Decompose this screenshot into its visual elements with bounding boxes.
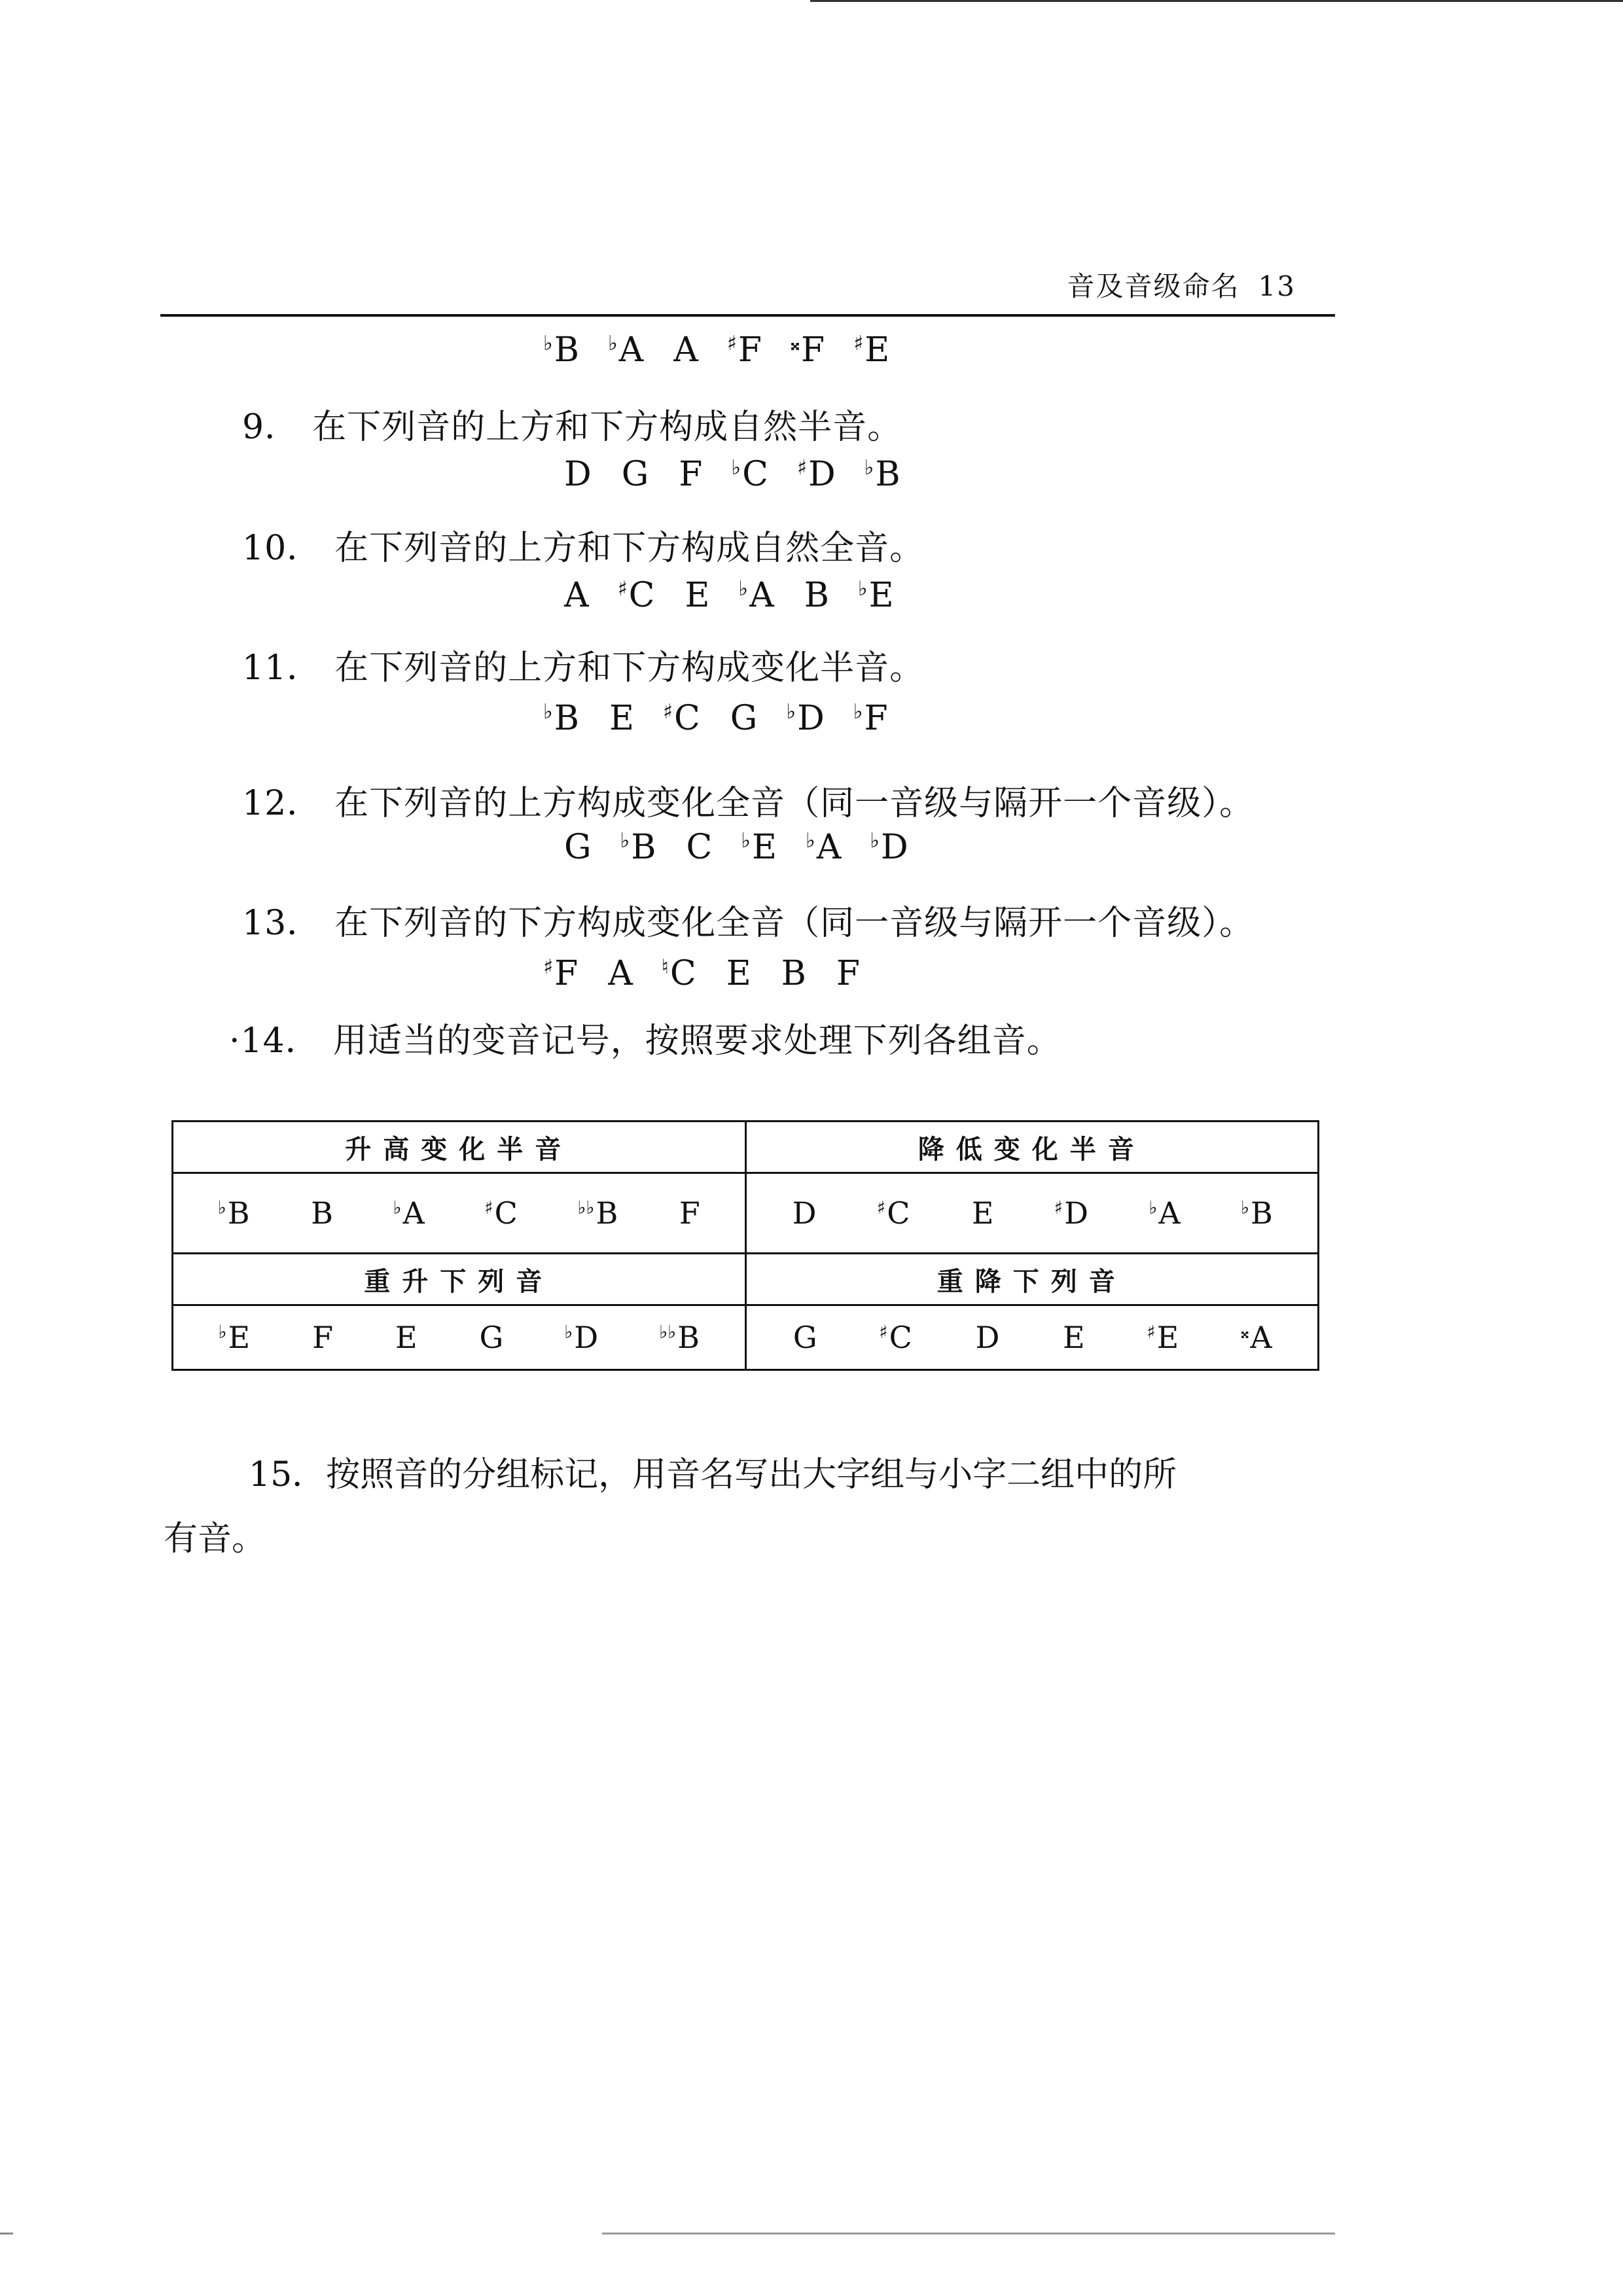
note: ♯F	[543, 954, 579, 993]
note: E	[685, 576, 710, 615]
table-header-row	[173, 1254, 1319, 1305]
note: G	[730, 699, 758, 738]
note: E	[971, 1195, 994, 1231]
scan-top-rule	[810, 0, 1623, 2]
note: ♯F	[726, 330, 762, 370]
table-row	[173, 1173, 1319, 1254]
note: ♭A	[607, 330, 644, 370]
question-text-line2: 有音。	[164, 1519, 266, 1559]
note: F	[679, 455, 703, 494]
raise-half-cell	[173, 1173, 746, 1254]
question-number: 13．	[242, 904, 322, 943]
note: E	[726, 954, 751, 993]
note: ♯E	[1147, 1320, 1179, 1355]
note: B	[311, 1195, 333, 1231]
note: ♭A	[738, 576, 774, 615]
exercise-table	[171, 1120, 1319, 1371]
header-double-lower: 重降下列音	[745, 1254, 1319, 1305]
note: ♭E	[218, 1320, 251, 1355]
question-11	[242, 640, 924, 689]
note: ♭C	[731, 455, 768, 494]
header-rule	[160, 314, 1335, 317]
question-number: 9．	[242, 408, 300, 447]
note: G	[564, 828, 592, 867]
note: 𝄪F	[790, 330, 825, 370]
note: ♭B	[620, 828, 656, 867]
note: D	[792, 1195, 817, 1231]
note: E	[1063, 1320, 1085, 1355]
header-double-raise: 重升下列音	[173, 1254, 746, 1305]
double-lower-cell	[745, 1305, 1319, 1370]
note: F	[836, 954, 860, 993]
table-row	[173, 1305, 1319, 1370]
note: ♭E	[741, 828, 777, 867]
note: ♭D	[564, 1320, 599, 1355]
note: ♯E	[853, 330, 890, 370]
double-raise-cell	[173, 1305, 746, 1370]
note: E	[609, 699, 634, 738]
table-header-row	[173, 1122, 1319, 1173]
carry-notes	[543, 330, 889, 370]
note: G	[793, 1320, 817, 1355]
question-12-notes	[563, 828, 908, 867]
question-number: 15．	[249, 1455, 327, 1494]
scan-noise-dot	[0, 2233, 13, 2234]
note: ♯D	[796, 455, 836, 494]
note: ♭D	[786, 699, 825, 738]
note: ♭B	[217, 1195, 250, 1231]
note: ♯C	[876, 1195, 910, 1231]
note: ♯C	[879, 1320, 912, 1355]
question-10	[242, 520, 924, 569]
question-text: 在下列音的上方和下方构成变化半音。	[334, 648, 925, 688]
question-13	[242, 895, 1254, 944]
question-11-notes	[543, 699, 888, 738]
note: B	[781, 954, 806, 993]
note: A	[673, 330, 698, 370]
note: ♭A	[393, 1195, 425, 1231]
note: 𝄪A	[1240, 1320, 1272, 1355]
note: ♭B	[543, 330, 579, 370]
note: ♭B	[543, 699, 579, 738]
question-number: 10．	[242, 529, 322, 568]
question-text: 在下列音的上方构成变化全音（同一音级与隔开一个音级）。	[334, 784, 1255, 823]
note: A	[564, 576, 589, 615]
question-text: 在下列音的上方和下方构成自然全音。	[334, 529, 925, 568]
question-14	[229, 1013, 1061, 1062]
note: D	[975, 1320, 1000, 1355]
note: ♭B	[1240, 1195, 1273, 1231]
note: G	[621, 455, 649, 494]
question-text: 用适当的变音记号，按照要求处理下列各组音。	[332, 1021, 1061, 1061]
question-9-notes	[563, 455, 901, 494]
note: ♯C	[662, 699, 700, 738]
question-12	[242, 775, 1254, 824]
note: F	[312, 1320, 333, 1355]
header-lower-half: 降低变化半音	[745, 1122, 1319, 1173]
lower-half-cell	[745, 1173, 1319, 1254]
note: ♭F	[853, 699, 888, 738]
running-header	[1067, 265, 1296, 304]
note: C	[686, 828, 713, 867]
chapter-title: 音及音级命名	[1067, 270, 1240, 302]
note: ♭E	[857, 576, 894, 615]
note: A	[608, 954, 633, 993]
question-text: 在下列音的下方构成变化全音（同一音级与隔开一个音级）。	[334, 904, 1255, 943]
note: ♭D	[870, 828, 908, 867]
note: ♭A	[805, 828, 842, 867]
note: B	[804, 576, 829, 615]
note: ♯D	[1054, 1195, 1088, 1231]
question-9	[242, 399, 902, 448]
note: ♯C	[617, 576, 655, 615]
question-number: 11．	[242, 648, 322, 688]
note: ♭♭B	[577, 1195, 618, 1231]
note: E	[395, 1320, 418, 1355]
note: ♭A	[1149, 1195, 1181, 1231]
note: G	[479, 1320, 504, 1355]
note: ♭B	[864, 455, 901, 494]
note: ♮C	[661, 954, 696, 993]
note: D	[564, 455, 592, 494]
scan-noise-line	[602, 2233, 1335, 2234]
question-number: ·14．	[229, 1021, 320, 1061]
question-text: 在下列音的上方和下方构成自然半音。	[312, 408, 902, 447]
question-13-notes	[543, 954, 860, 993]
header-raise-half: 升高变化半音	[173, 1122, 746, 1173]
question-number: 12．	[242, 784, 322, 823]
page-number: 13	[1258, 270, 1296, 302]
note: ♭♭B	[659, 1320, 700, 1355]
question-10-notes	[563, 576, 894, 615]
note: ♯C	[484, 1195, 518, 1231]
question-text-line1: 按照音的分组标记，用音名写出大字组与小字二组中的所	[326, 1455, 1177, 1494]
note: F	[679, 1195, 700, 1231]
question-15	[164, 1443, 1322, 1571]
